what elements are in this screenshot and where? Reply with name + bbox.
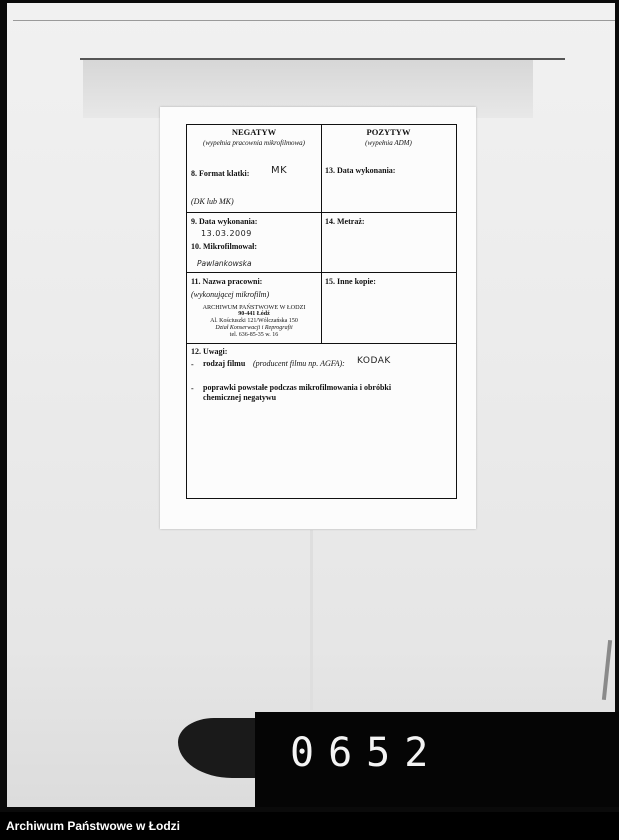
rodzaj-filmu-hint: (producent filmu np. AGFA): [253, 359, 345, 368]
pozytyw-subtitle: (wypełnia ADM) [365, 139, 412, 147]
negatyw-subtitle: (wypełnia pracownia mikrofilmowa) [202, 139, 305, 147]
fold-mark [310, 530, 313, 710]
data-wykonania-value: 13.03.2009 [201, 229, 252, 238]
rodzaj-filmu-label: rodzaj filmu [203, 359, 246, 368]
uwagi-label: 12. Uwagi: [191, 347, 228, 356]
footer-bar [0, 812, 619, 840]
row-divider-2 [187, 272, 456, 273]
stamp-line-2: 90-441 Łódź [238, 311, 270, 317]
metadata-form-sheet [160, 107, 476, 529]
nazwa-pracowni-label: 11. Nazwa pracowni: [191, 277, 263, 286]
backing-board-edge [80, 58, 565, 60]
stamp-line-1: ARCHIWUM PAŃSTWOWE W ŁODZI [202, 304, 306, 311]
stamp-line-3: Al. Kościuszki 121/Wólczańska 150 [210, 318, 298, 324]
format-klatki-value: MK [271, 165, 288, 176]
poprawki-line-1: poprawki powstałe podczas mikrofilmowania i obróbki [203, 383, 392, 392]
mikrofilmowal-label: 10. Mikrofilmował: [191, 242, 258, 251]
footer-institution: Archiwum Państwowe w Łodzi [6, 819, 181, 833]
pozytyw-title: POZYTYW [366, 127, 411, 137]
column-divider [321, 125, 322, 343]
stamp-line-5: tel. 636-85-35 w. 16 [229, 332, 279, 338]
frame-counter-number: 0652 [290, 730, 443, 776]
nazwa-pracowni-hint: (wykonującej mikrofilm) [191, 290, 270, 299]
bullet-dash-1: - [191, 360, 194, 369]
inne-kopie-label: 15. Inne kopie: [325, 277, 376, 286]
poprawki-line-2: chemicznej negatywu [203, 393, 277, 402]
negatyw-title: NEGATYW [231, 127, 277, 137]
metraz-label: 14. Metraż: [325, 217, 365, 226]
film-edge-line [13, 20, 615, 21]
metadata-form-table [186, 124, 457, 499]
mikrofilmowal-value: Pawlankowska [197, 259, 252, 268]
bullet-dash-2: - [191, 384, 194, 393]
rodzaj-filmu-value: KODAK [357, 356, 391, 366]
row-divider-3 [187, 343, 456, 344]
format-klatki-hint: (DK lub MK) [191, 197, 234, 206]
stamp-line-4: Dział Konserwacji i Reprografii [215, 325, 293, 331]
format-klatki-label: 8. Format klatki: [191, 169, 250, 178]
row-divider-1 [187, 212, 456, 213]
data-wykonania-label: 9. Data wykonania: [191, 217, 258, 226]
pozytyw-data-wykonania-label: 13. Data wykonania: [325, 166, 396, 175]
